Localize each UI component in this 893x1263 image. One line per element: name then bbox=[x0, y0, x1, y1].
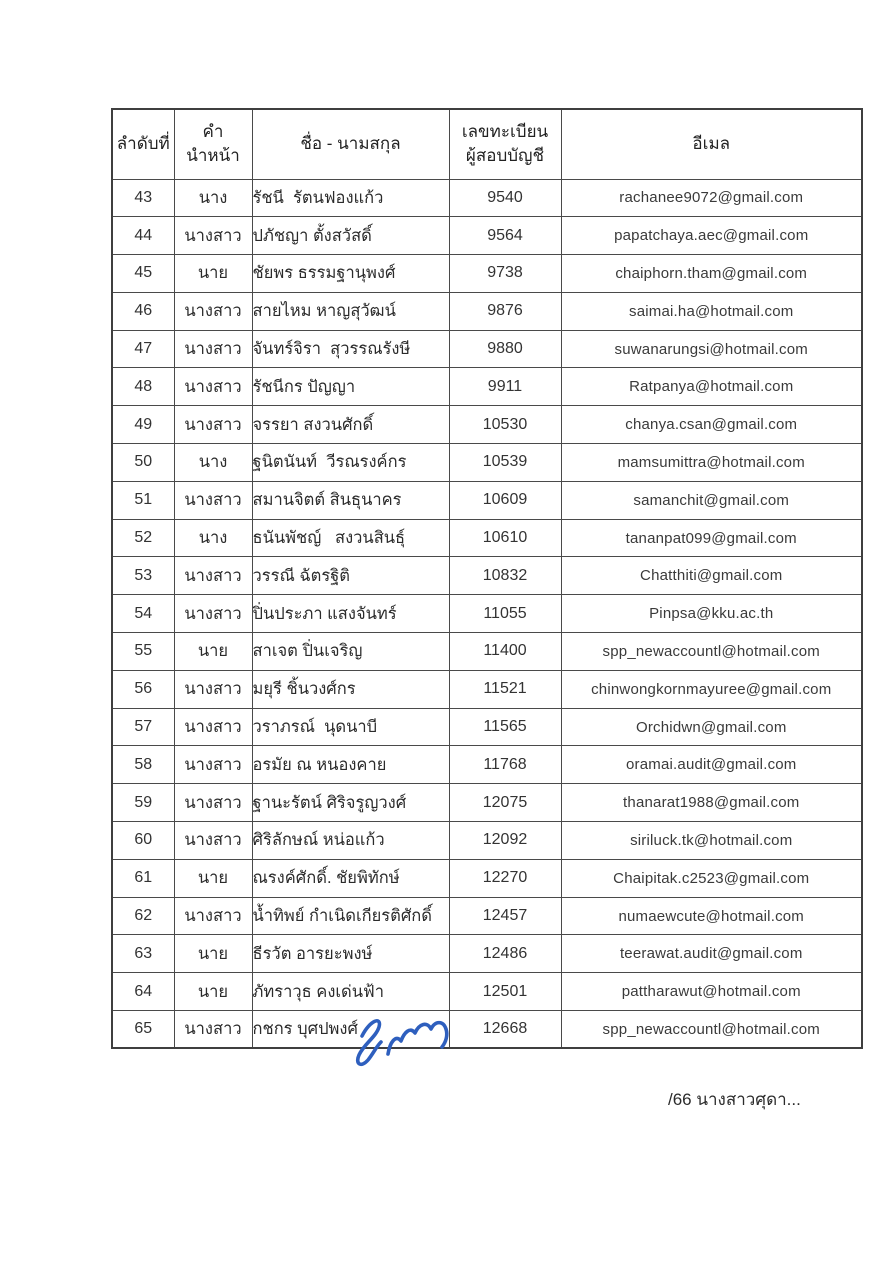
cell-email: Chaipitak.c2523@gmail.com bbox=[561, 859, 862, 897]
cell-registration: 10609 bbox=[449, 481, 561, 519]
cell-registration: 9738 bbox=[449, 255, 561, 293]
cell-registration: 12270 bbox=[449, 859, 561, 897]
cell-index: 64 bbox=[112, 973, 174, 1011]
cell-email: Ratpanya@hotmail.com bbox=[561, 368, 862, 406]
cell-prefix: นาย bbox=[174, 633, 252, 671]
cell-prefix: นางสาว bbox=[174, 822, 252, 860]
cell-index: 43 bbox=[112, 179, 174, 217]
cell-email: samanchit@gmail.com bbox=[561, 481, 862, 519]
cell-email: siriluck.tk@hotmail.com bbox=[561, 822, 862, 860]
cell-registration: 11768 bbox=[449, 746, 561, 784]
col-header-prefix: คำ นำหน้า bbox=[174, 109, 252, 179]
cell-name: รัชนีกร ปัญญา bbox=[252, 368, 449, 406]
cell-index: 65 bbox=[112, 1011, 174, 1049]
cell-prefix: นาย bbox=[174, 935, 252, 973]
footer-continuation-note: /66 นางสาวศุดา... bbox=[668, 1090, 801, 1109]
cell-index: 51 bbox=[112, 481, 174, 519]
cell-index: 49 bbox=[112, 406, 174, 444]
cell-name: วรรณี ฉัตรฐิติ bbox=[252, 557, 449, 595]
col-header-registration: เลขทะเบียน ผู้สอบบัญชี bbox=[449, 109, 561, 179]
cell-name: ธนันพัชญ์ สงวนสินธุ์ bbox=[252, 519, 449, 557]
cell-prefix: นาง bbox=[174, 444, 252, 482]
cell-prefix: นางสาว bbox=[174, 670, 252, 708]
cell-email: pattharawut@hotmail.com bbox=[561, 973, 862, 1011]
cell-index: 62 bbox=[112, 897, 174, 935]
cell-name: ฐนิตนันท์ วีรณรงค์กร bbox=[252, 444, 449, 482]
cell-index: 59 bbox=[112, 784, 174, 822]
cell-email: oramai.audit@gmail.com bbox=[561, 746, 862, 784]
cell-prefix: นางสาว bbox=[174, 595, 252, 633]
cell-name: ภัทราวุธ คงเด่นฟ้า bbox=[252, 973, 449, 1011]
cell-registration: 12486 bbox=[449, 935, 561, 973]
col-header-name: ชื่อ - นามสกุล bbox=[252, 109, 449, 179]
cell-email: papatchaya.aec@gmail.com bbox=[561, 217, 862, 255]
table-row bbox=[112, 859, 862, 897]
cell-index: 46 bbox=[112, 292, 174, 330]
cell-registration: 10530 bbox=[449, 406, 561, 444]
cell-name: กชกร บุศปพงศ์ bbox=[252, 1011, 449, 1049]
table-row bbox=[112, 1011, 862, 1049]
table-row bbox=[112, 368, 862, 406]
table-row bbox=[112, 481, 862, 519]
cell-prefix: นางสาว bbox=[174, 292, 252, 330]
table-row bbox=[112, 217, 862, 255]
cell-email: mamsumittra@hotmail.com bbox=[561, 444, 862, 482]
cell-index: 58 bbox=[112, 746, 174, 784]
cell-index: 45 bbox=[112, 255, 174, 293]
table-row bbox=[112, 444, 862, 482]
col-header-email: อีเมล bbox=[561, 109, 862, 179]
cell-registration: 10610 bbox=[449, 519, 561, 557]
cell-name: ธีรวัต อารยะพงษ์ bbox=[252, 935, 449, 973]
cell-prefix: นาง bbox=[174, 179, 252, 217]
cell-prefix: นาย bbox=[174, 255, 252, 293]
cell-email: tananpat099@gmail.com bbox=[561, 519, 862, 557]
cell-registration: 12457 bbox=[449, 897, 561, 935]
cell-registration: 9876 bbox=[449, 292, 561, 330]
cell-index: 57 bbox=[112, 708, 174, 746]
cell-prefix: นางสาว bbox=[174, 746, 252, 784]
cell-prefix: นางสาว bbox=[174, 481, 252, 519]
cell-prefix: นางสาว bbox=[174, 1011, 252, 1049]
cell-name: จรรยา สงวนศักดิ์ bbox=[252, 406, 449, 444]
cell-email: numaewcute@hotmail.com bbox=[561, 897, 862, 935]
cell-name: รัชนี รัตนฟองแก้ว bbox=[252, 179, 449, 217]
cell-email: teerawat.audit@gmail.com bbox=[561, 935, 862, 973]
cell-name: ศิริลักษณ์ หน่อแก้ว bbox=[252, 822, 449, 860]
cell-index: 44 bbox=[112, 217, 174, 255]
cell-registration: 10832 bbox=[449, 557, 561, 595]
cell-email: suwanarungsi@hotmail.com bbox=[561, 330, 862, 368]
cell-email: chaiphorn.tham@gmail.com bbox=[561, 255, 862, 293]
cell-registration: 11565 bbox=[449, 708, 561, 746]
table-row bbox=[112, 670, 862, 708]
cell-name: สาเจต ปิ่นเจริญ bbox=[252, 633, 449, 671]
cell-email: thanarat1988@gmail.com bbox=[561, 784, 862, 822]
cell-registration: 12668 bbox=[449, 1011, 561, 1049]
table-row bbox=[112, 708, 862, 746]
cell-email: chinwongkornmayuree@gmail.com bbox=[561, 670, 862, 708]
cell-name: ปภัชญา ตั้งสวัสดิ์ bbox=[252, 217, 449, 255]
cell-index: 60 bbox=[112, 822, 174, 860]
cell-registration: 11400 bbox=[449, 633, 561, 671]
cell-name: มยุรี ชิ้นวงศ์กร bbox=[252, 670, 449, 708]
cell-email: saimai.ha@hotmail.com bbox=[561, 292, 862, 330]
cell-name: ปิ่นประภา แสงจันทร์ bbox=[252, 595, 449, 633]
cell-name: น้ำทิพย์ กำเนิดเกียรติศักดิ์ bbox=[252, 897, 449, 935]
cell-registration: 11055 bbox=[449, 595, 561, 633]
cell-index: 53 bbox=[112, 557, 174, 595]
cell-email: spp_newaccountl@hotmail.com bbox=[561, 1011, 862, 1049]
cell-email: Pinpsa@kku.ac.th bbox=[561, 595, 862, 633]
cell-name: ชัยพร ธรรมฐานุพงศ์ bbox=[252, 255, 449, 293]
table-row bbox=[112, 633, 862, 671]
cell-index: 47 bbox=[112, 330, 174, 368]
table-row bbox=[112, 406, 862, 444]
cell-prefix: นางสาว bbox=[174, 217, 252, 255]
cell-index: 48 bbox=[112, 368, 174, 406]
cell-name: ณรงค์ศักดิ์. ชัยพิทักษ์ bbox=[252, 859, 449, 897]
cell-prefix: นาย bbox=[174, 973, 252, 1011]
cell-index: 55 bbox=[112, 633, 174, 671]
cell-name: สายไหม หาญสุวัฒน์ bbox=[252, 292, 449, 330]
table-row bbox=[112, 935, 862, 973]
cell-email: rachanee9072@gmail.com bbox=[561, 179, 862, 217]
table-row bbox=[112, 897, 862, 935]
cell-name: สมานจิตต์ สินธุนาคร bbox=[252, 481, 449, 519]
col-header-index bbox=[112, 109, 174, 179]
col-header-index-label: ลำดับที่ bbox=[116, 133, 170, 153]
cell-email: Orchidwn@gmail.com bbox=[561, 708, 862, 746]
cell-email: spp_newaccountl@hotmail.com bbox=[561, 633, 862, 671]
cell-registration: 12501 bbox=[449, 973, 561, 1011]
cell-prefix: นางสาว bbox=[174, 557, 252, 595]
table-row bbox=[112, 595, 862, 633]
cell-registration: 9911 bbox=[449, 368, 561, 406]
table-row bbox=[112, 179, 862, 217]
cell-name: ฐานะรัตน์ ศิริจรูญวงศ์ bbox=[252, 784, 449, 822]
table-row bbox=[112, 746, 862, 784]
cell-registration: 12075 bbox=[449, 784, 561, 822]
cell-registration: 9540 bbox=[449, 179, 561, 217]
table-row bbox=[112, 822, 862, 860]
cell-email: Chatthiti@gmail.com bbox=[561, 557, 862, 595]
cell-index: 50 bbox=[112, 444, 174, 482]
cell-index: 52 bbox=[112, 519, 174, 557]
table-row bbox=[112, 330, 862, 368]
table-row bbox=[112, 973, 862, 1011]
table-row bbox=[112, 255, 862, 293]
cell-name: อรมัย ณ หนองคาย bbox=[252, 746, 449, 784]
cell-prefix: นาย bbox=[174, 859, 252, 897]
cell-prefix: นางสาว bbox=[174, 330, 252, 368]
cell-prefix: นางสาว bbox=[174, 784, 252, 822]
auditor-registry-table bbox=[111, 108, 863, 1049]
table-row bbox=[112, 784, 862, 822]
table-header-row bbox=[112, 109, 862, 179]
table-row bbox=[112, 292, 862, 330]
cell-index: 61 bbox=[112, 859, 174, 897]
table-row bbox=[112, 519, 862, 557]
cell-prefix: นางสาว bbox=[174, 708, 252, 746]
cell-prefix: นางสาว bbox=[174, 368, 252, 406]
cell-index: 54 bbox=[112, 595, 174, 633]
cell-prefix: นางสาว bbox=[174, 406, 252, 444]
cell-registration: 12092 bbox=[449, 822, 561, 860]
cell-prefix: นาง bbox=[174, 519, 252, 557]
cell-registration: 10539 bbox=[449, 444, 561, 482]
cell-index: 63 bbox=[112, 935, 174, 973]
table-row bbox=[112, 557, 862, 595]
cell-prefix: นางสาว bbox=[174, 897, 252, 935]
cell-registration: 9880 bbox=[449, 330, 561, 368]
cell-name: จันทร์จิรา สุวรรณรังษี bbox=[252, 330, 449, 368]
cell-index: 56 bbox=[112, 670, 174, 708]
cell-name: วราภรณ์ นุดนาบี bbox=[252, 708, 449, 746]
cell-registration: 11521 bbox=[449, 670, 561, 708]
cell-registration: 9564 bbox=[449, 217, 561, 255]
cell-email: chanya.csan@gmail.com bbox=[561, 406, 862, 444]
